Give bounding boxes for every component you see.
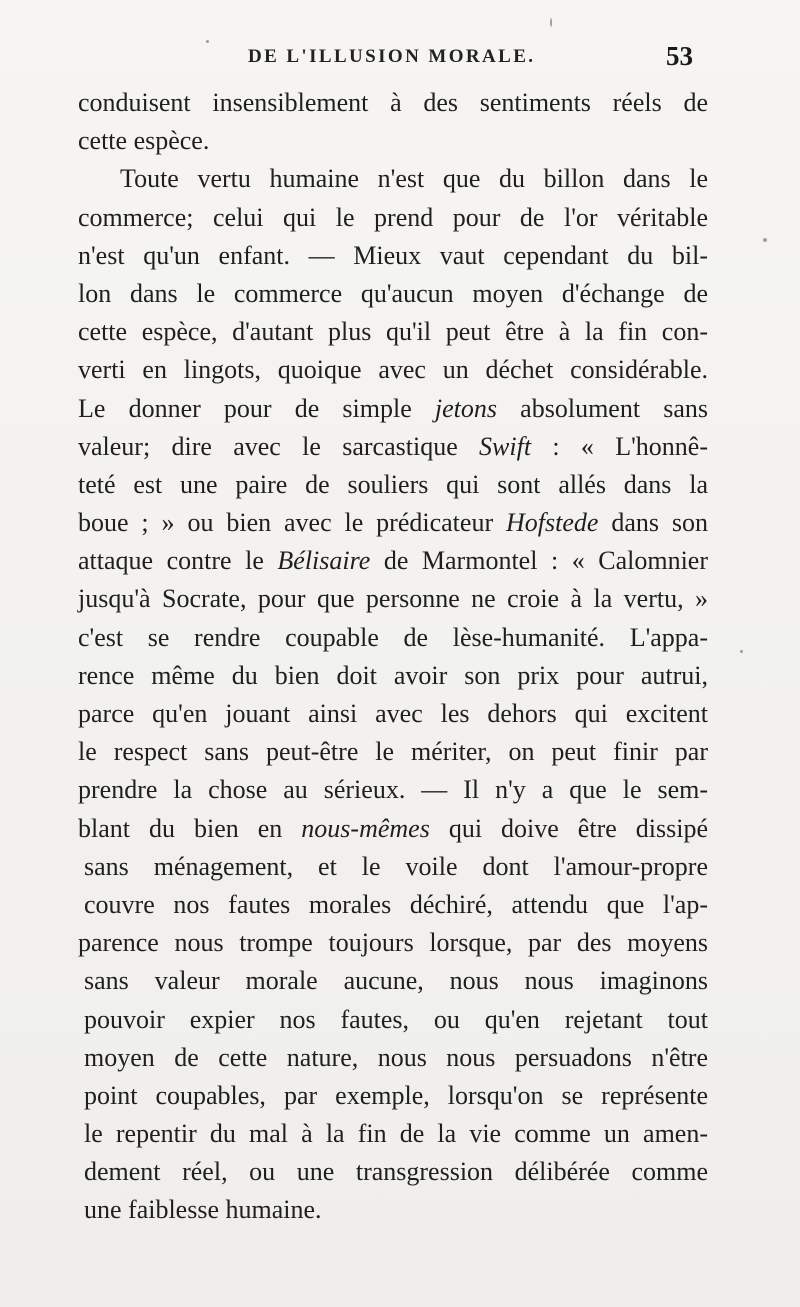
text-line: point coupables, par exemple, lorsqu'on se représente (84, 1080, 708, 1110)
text-segment: valeur; dire avec le sarcastique (78, 431, 480, 461)
text-line: couvre nos fautes morales déchiré, attendu que l'ap- (84, 889, 708, 919)
text-segment: : « L'honnê- (531, 431, 708, 461)
ink-speck (740, 650, 743, 653)
text-line: moyen de cette nature, nous nous persuadons n'être (84, 1042, 708, 1072)
text-line: sans valeur morale aucune, nous nous imaginons (84, 966, 708, 996)
text-line: une faiblesse humaine. (84, 1195, 322, 1225)
text-line: c'est se rendre coupable de lèse-humanité. L'appa- (78, 622, 708, 652)
text-line: sans ménagement, et le voile dont l'amour-propre (84, 851, 708, 881)
text-line: Toute vertu humaine n'est que du billon dans le (120, 164, 708, 194)
text-line: cette espèce. (78, 126, 210, 156)
body-text (78, 84, 708, 1230)
text-line: parce qu'en jouant ainsi avec les dehors qui excitent (78, 699, 708, 728)
running-head: DE L'ILLUSION MORALE. (248, 46, 536, 67)
text-line: le respect sans peut-être le mériter, on peut finir par (78, 737, 708, 767)
text-line: parence nous trompe toujours lorsque, par des moyens (78, 928, 708, 958)
text-line: commerce; celui qui le prend pour de l'or véritable (78, 202, 708, 232)
text-line (78, 390, 708, 428)
text-segment: qui doive être dissipé (429, 813, 708, 843)
text-line (78, 542, 708, 580)
text-segment: de Marmontel : « Calomnier (370, 546, 708, 576)
text-line: rence même du bien doit avoir son prix pour autrui, (78, 660, 708, 690)
text-segment: Le donner pour de simple (78, 393, 435, 423)
text-line: cette espèce, d'autant plus qu'il peut être à la fin con- (78, 317, 708, 347)
page-header (0, 41, 800, 80)
ink-speck (550, 18, 552, 27)
text-line: teté est une paire de souliers qui sont allés dans la (78, 469, 708, 499)
text-line: n'est qu'un enfant. — Mieux vaut cependant du bil- (78, 240, 708, 270)
page-number: 53 (666, 41, 693, 71)
text-line (78, 810, 708, 848)
text-line (78, 504, 708, 542)
text-line (78, 428, 708, 466)
text-segment: blant du bien en (78, 813, 302, 843)
ink-speck (206, 40, 209, 43)
text-segment: boue ; » ou bien avec le prédicateur (78, 508, 506, 538)
italic-author-name: Hofstede (506, 508, 599, 538)
text-line: jusqu'à Socrate, pour que personne ne croie à la vertu, » (78, 584, 708, 614)
italic-work-title: Bélisaire (277, 546, 371, 576)
text-line: le repentir du mal à la fin de la vie comme un amen- (84, 1119, 708, 1149)
text-line: lon dans le commerce qu'aucun moyen d'échange de (78, 278, 708, 308)
text-line: pouvoir expier nos fautes, ou qu'en rejetant tout (84, 1004, 708, 1034)
text-line: prendre la chose au sérieux. — Il n'y a que le sem- (78, 775, 708, 805)
ink-speck (763, 238, 767, 242)
text-segment: absolument sans (497, 393, 708, 423)
text-segment: dans son (598, 508, 708, 538)
italic-term: nous-mêmes (301, 813, 430, 843)
text-line: conduisent insensiblement à des sentiments réels de (78, 88, 708, 117)
text-line: verti en lingots, quoique avec un déchet considérable. (78, 355, 708, 385)
text-line: dement réel, ou une transgression délibérée comme (84, 1157, 708, 1187)
text-segment: attaque contre le (78, 546, 278, 576)
italic-author-name: Swift (479, 431, 532, 461)
italic-term: jetons (434, 393, 498, 423)
